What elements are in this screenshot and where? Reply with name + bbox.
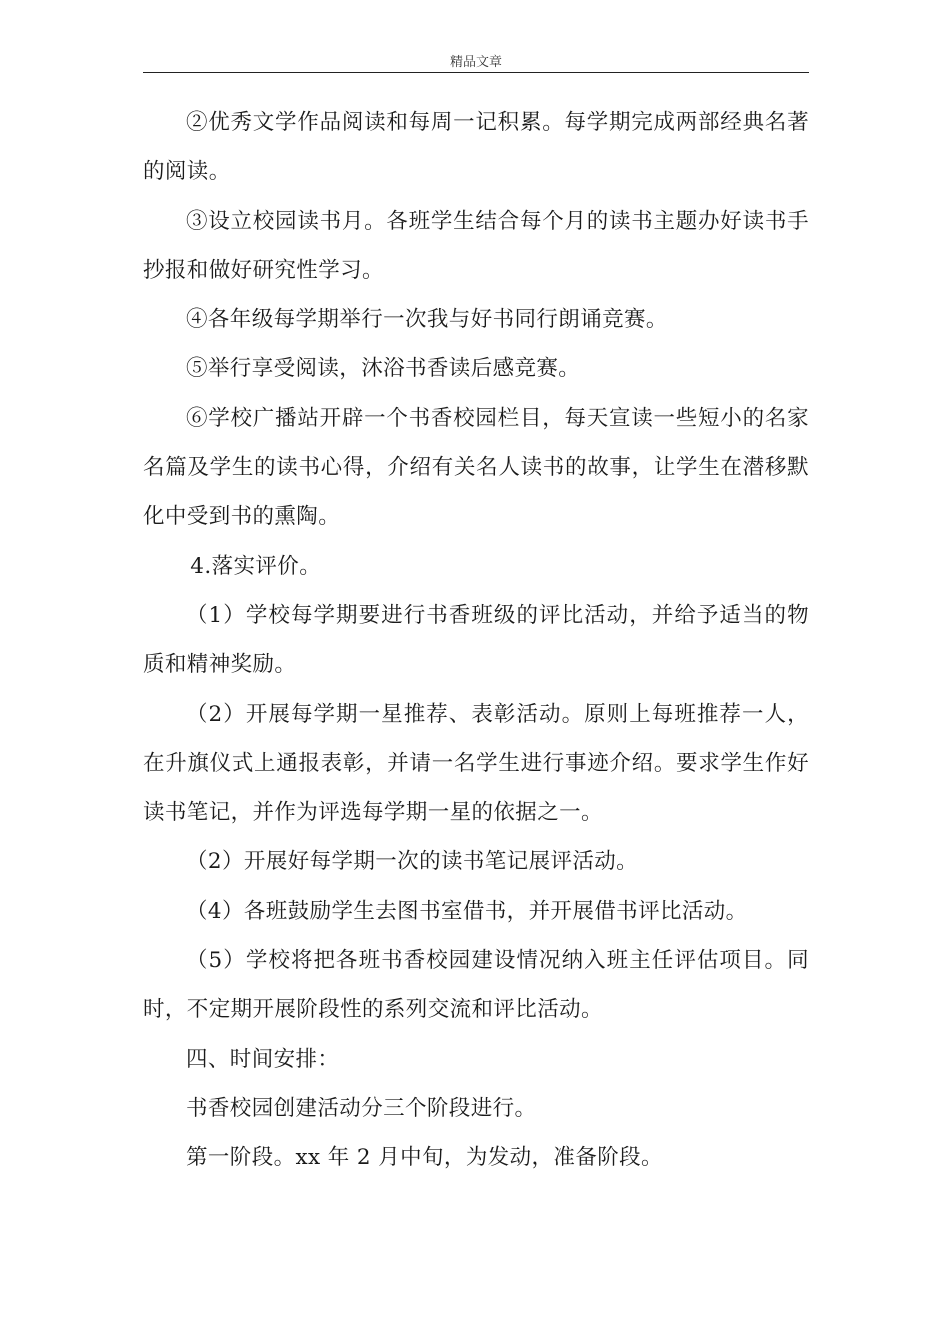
paragraph-star-recommendation: （2）开展每学期一星推荐、表彰活动。原则上每班推荐一人，在升旗仪式上通报表彰，并请一名学生进行事迹介绍。要求学生作好读书笔记，并作为评选每学期一星的依据之一。 — [143, 701, 809, 826]
page-header-title: 精品文章 — [449, 55, 502, 70]
paragraph-notes-exhibition: （2）开展好每学期一次的读书笔记展评活动。 — [186, 849, 639, 875]
paragraph-first-stage: 第一阶段。xx 年 2 月中旬，为发动，准备阶段。 — [186, 1145, 663, 1171]
document-body — [143, 98, 809, 1183]
paragraph-teacher-assessment: （5）学校将把各班书香校园建设情况纳入班主任评估项目。同时，不定期开展阶段性的系列交流和评比活动。 — [143, 948, 809, 1023]
paragraph-reflection-contest: ⑤举行享受阅读，沐浴书香读后感竞赛。 — [186, 356, 581, 382]
paragraph-library-borrowing: （4）各班鼓励学生去图书室借书，并开展借书评比活动。 — [186, 898, 748, 924]
section-heading-schedule: 四、时间安排： — [186, 1046, 340, 1072]
paragraph-class-evaluation: （1）学校每学期要进行书香班级的评比活动，并给予适当的物质和精神奖励。 — [143, 602, 809, 678]
section-heading-evaluation: 4.落实评价。 — [190, 553, 322, 579]
header-divider — [143, 72, 809, 73]
paragraph-three-stages: 书香校园创建活动分三个阶段进行。 — [186, 1095, 537, 1121]
paragraph-recitation-contest: ④各年级每学期举行一次我与好书同行朗诵竞赛。 — [186, 307, 668, 333]
paragraph-reading-classics: ②优秀文学作品阅读和每周一记积累。每学期完成两部经典名著的阅读。 — [143, 110, 809, 185]
paragraph-reading-month: ③设立校园读书月。各班学生结合每个月的读书主题办好读书手抄报和做好研究性学习。 — [143, 208, 809, 283]
paragraph-broadcast-column: ⑥学校广播站开辟一个书香校园栏目，每天宣读一些短小的名家名篇及学生的读书心得，介绍有关名人读书的故事，让学生在潜移默化中受到书的熏陶。 — [143, 405, 809, 530]
